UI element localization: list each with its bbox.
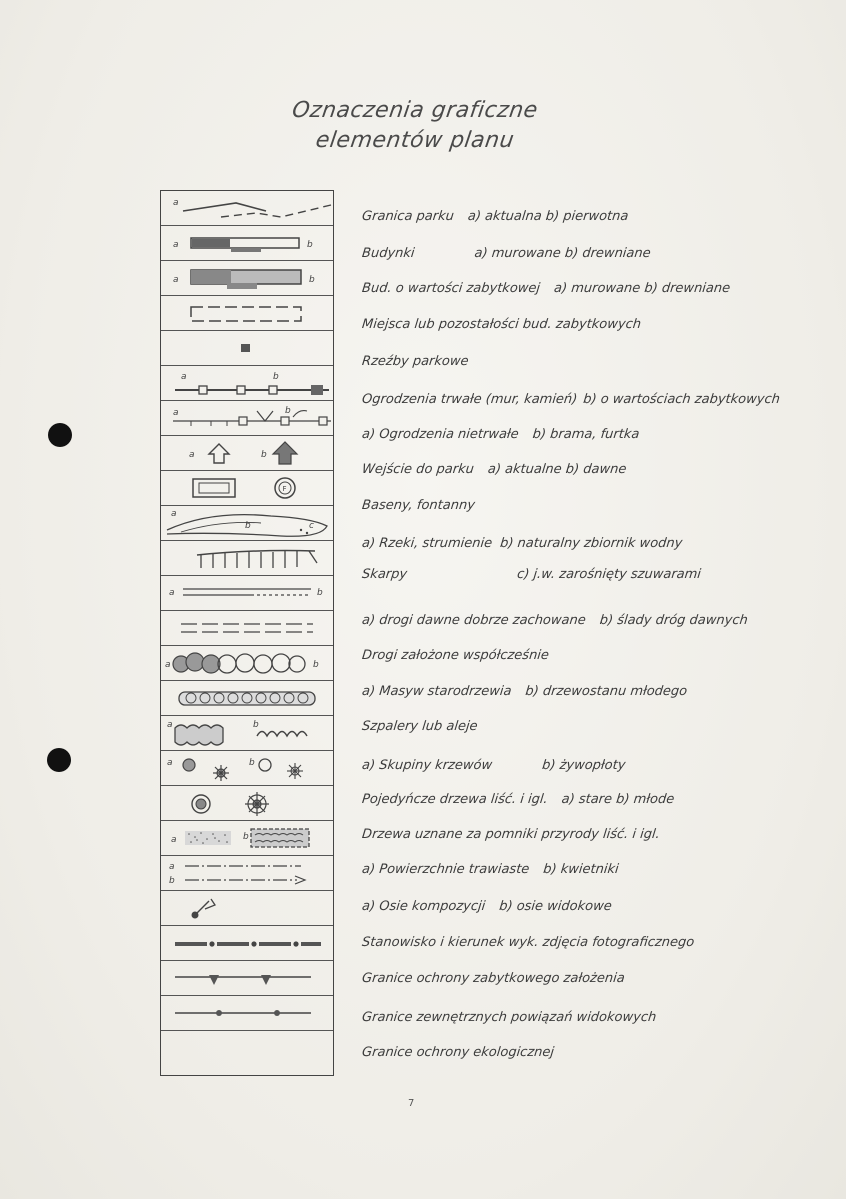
svg-text:b: b [245,521,251,531]
legend-text-temporary-fence: a) Ogrodzenia nietrwałe b) brama, furtka [361,427,641,442]
buildings-symbol [161,226,333,261]
svg-text:a: a [171,835,177,845]
grass-surface-symbol [161,821,333,856]
legend-text-shrubs: a) Skupiny krzewów b) żywopłoty [361,758,627,773]
svg-text:b: b [243,832,249,842]
empty-cell [161,1031,333,1075]
legend-text-buildings: Budynki a) murowane b) drewniane [361,246,652,261]
svg-text:b: b [307,240,313,250]
old-roads-symbol [161,576,333,611]
composition-axes-symbol [161,856,333,891]
svg-text:a: a [173,240,179,250]
svg-text:a: a [181,372,187,382]
document-subtitle: elementów planu [314,128,516,153]
svg-text:b: b [317,588,323,598]
legend-text-axes: a) Osie kompozycji b) osie widokowe [361,899,613,914]
park-entrance-symbol [161,436,333,471]
photo-viewpoint-symbol [161,891,333,926]
svg-text:a: a [173,408,179,418]
legend-text-escarpment: Skarpy c) j.w. zarośnięty szuwarami [361,567,702,582]
heritage-protection-boundary-symbol [161,926,333,961]
single-trees-symbol [161,751,333,786]
park-boundary-symbol [161,191,333,226]
viewshed-boundary-symbol [161,961,333,996]
svg-text:a: a [167,720,173,730]
hedgerow-alley-symbol [161,681,333,716]
legend-text-viewshed-boundary: Granice zewnętrznych powiązań widokowych [361,1010,657,1025]
shrubs-symbol [161,716,333,751]
legend-text-historic-buildings: Bud. o wartości zabytkowej a) murowane b) drewniane [361,281,731,296]
punch-hole [47,748,71,772]
legend-text-ecological-boundary: Granice ochrony ekologicznej [361,1045,555,1060]
legend-text-old-roads: a) drogi dawne dobrze zachowane b) ślady dróg dawnych [361,613,749,628]
document-title: Oznaczenia graficzne [290,98,540,123]
historic-remains-symbol [161,296,333,331]
legend-text-pools: Baseny, fontanny [361,498,476,513]
pools-fountains-symbol [161,471,333,506]
svg-text:a: a [169,862,175,872]
svg-text:a: a [165,660,171,670]
svg-text:a: a [167,758,173,768]
temporary-fence-symbol [161,401,333,436]
modern-roads-symbol [161,611,333,646]
svg-text:b: b [313,660,319,670]
svg-text:b: b [249,758,255,768]
svg-text:b: b [285,406,291,416]
legend-symbol-table [160,190,334,1076]
monument-trees-symbol [161,786,333,821]
legend-text-heritage-boundary: Granice ochrony zabytkowego założenia [361,971,626,986]
svg-text:b: b [273,372,279,382]
legend-text-park-boundary: Granica parku a) aktualna b) pierwotna [361,209,630,224]
svg-text:a: a [173,198,179,208]
legend-text-entrance: Wejście do parku a) aktualne b) dawne [361,462,628,477]
legend-text-permanent-fence: Ogrodzenia trwałe (mur, kamień) b) o wartościach zabytkowych [361,392,781,407]
legend-text-modern-roads: Drogi założone współcześnie [361,648,550,663]
legend-text-tree-stands: a) Masyw starodrzewia b) drzewostanu młodego [361,684,688,699]
svg-text:a: a [171,509,177,519]
park-sculpture-symbol [161,331,333,366]
legend-text-rivers: a) Rzeki, strumienie b) naturalny zbiornik wodny [361,536,684,551]
tree-stand-symbol [161,646,333,681]
escarpment-symbol [161,541,333,576]
permanent-fence-symbol [161,366,333,401]
svg-text:b: b [253,720,259,730]
ecological-protection-boundary-symbol [161,996,333,1031]
svg-text:b: b [169,876,175,886]
svg-text:a: a [189,450,195,460]
legend-text-historic-remains: Miejsca lub pozostałości bud. zabytkowych [361,317,642,332]
page-number: 7 [408,1098,415,1109]
punch-hole [48,423,72,447]
legend-text-single-trees: Pojedyńcze drzewa liść. i igl. a) stare b) młode [361,792,675,807]
historic-buildings-symbol [161,261,333,296]
svg-text:a: a [173,275,179,285]
legend-text-photo-viewpoint: Stanowisko i kierunek wyk. zdjęcia fotograficznego [361,935,695,950]
legend-text-monument-trees: Drzewa uznane za pomniki przyrody liść. i igl. [361,827,661,842]
svg-text:c: c [309,521,314,531]
svg-text:F: F [282,485,287,493]
svg-text:b: b [309,275,315,285]
legend-text-sculptures: Rzeźby parkowe [361,354,470,369]
svg-text:b: b [261,450,267,460]
legend-text-hedgerows: Szpalery lub aleje [361,719,479,734]
legend-text-grass: a) Powierzchnie trawiaste b) kwietniki [361,862,620,877]
svg-text:a: a [169,588,175,598]
rivers-streams-symbol [161,506,333,541]
